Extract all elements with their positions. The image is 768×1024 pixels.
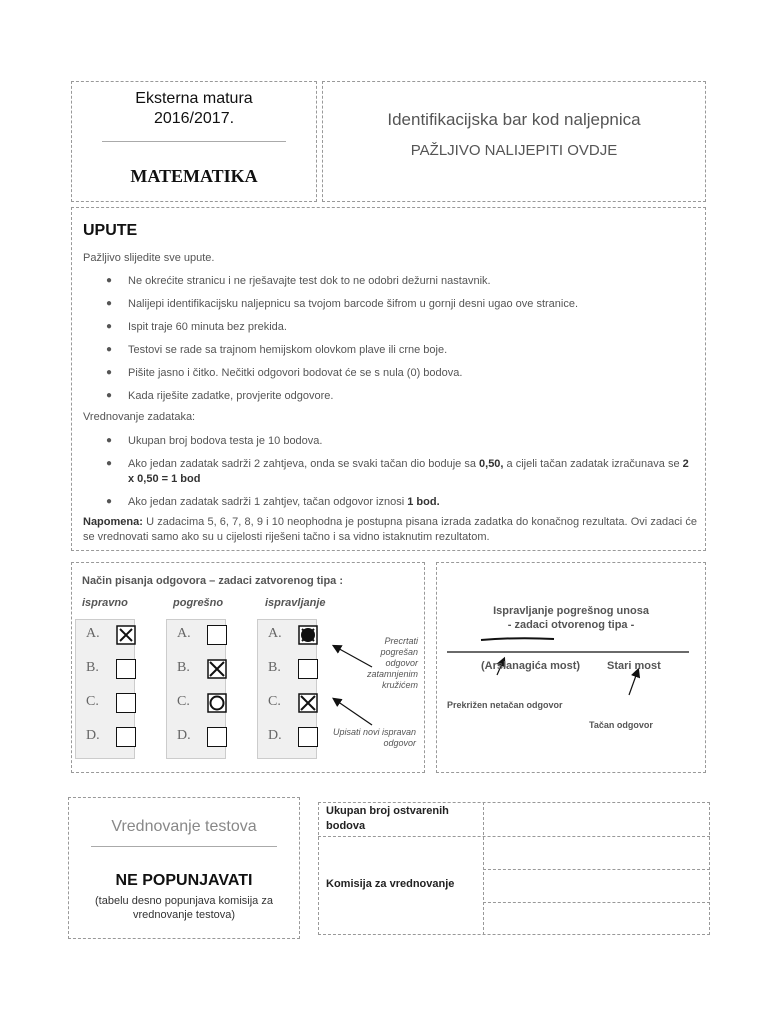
checkbox-empty-icon	[207, 625, 227, 645]
bullet: ●	[106, 298, 113, 309]
barcode-instruction: PAŽLJIVO NALIJEPITI OVDJE	[410, 142, 618, 159]
instructions-note: Napomena: U zadacima 5, 6, 7, 8, 9 i 10 neophodna je postupna pisana izrada zadatka do konačnog rezultata. Ovi zadaci će se vrednovati samo ako su u cijelosti riješeni tačno i sa vidno istaknutim rezultatom.	[83, 516, 697, 543]
bullet: ●	[106, 458, 113, 469]
correction-example-section	[436, 562, 706, 773]
divider	[102, 141, 286, 142]
exam-info-box	[71, 81, 317, 202]
total-points-label: Ukupan broj ostvarenih bodova	[326, 805, 449, 832]
answer-method-title: Način pisanja odgovora – zadaci zatvorenog tipa :	[82, 575, 344, 587]
barcode-title: Identifikacijska bar kod naljepnica	[387, 110, 641, 129]
example-fix-panel: A. B. C. D.	[257, 619, 317, 759]
label-correct: Tačan odgovor	[589, 720, 653, 730]
subject-title: MATEMATIKA	[130, 166, 258, 186]
instruction-item: Kada riješite zadatke, provjerite odgovore.	[128, 390, 334, 402]
exam-name: Eksterna matura	[135, 90, 253, 107]
instructions-intro: Pažljivo slijedite sve upute.	[83, 252, 215, 264]
exam-year: 2016/2017.	[153, 110, 235, 127]
instruction-item: Ispit traje 60 minuta bez prekida.	[128, 321, 287, 333]
column-wrong: pogrešno	[173, 597, 224, 609]
scoring-item: Ukupan broj bodova testa je 10 bodova.	[128, 435, 323, 447]
checkbox-crossed-icon	[298, 693, 318, 713]
correction-title: Ispravljanje pogrešnog unosa	[493, 605, 649, 617]
divider	[91, 846, 277, 847]
checkbox-crossed-icon	[116, 625, 136, 645]
commission-label: Komisija za vrednovanje	[326, 878, 455, 890]
scoring-title: Vrednovanje zadataka:	[83, 411, 196, 423]
bullet: ●	[106, 390, 113, 401]
scoring-item: Ako jedan zadatak sadrži 1 zahtjev, tačan odgovor iznosi 1 bod.	[128, 496, 440, 508]
evaluation-note: (tabelu desno popunjava komisija za vrednovanje testova)	[95, 895, 273, 921]
checkbox-circled-icon	[207, 693, 227, 713]
checkbox-empty-icon	[298, 659, 318, 679]
note-write-new: Upisati novi ispravan odgovor	[332, 727, 416, 748]
barcode-sticker-area	[322, 81, 706, 202]
example-correct-panel: A. B. C. D.	[75, 619, 135, 759]
checkbox-crossed-icon	[207, 659, 227, 679]
bullet: ●	[106, 435, 113, 446]
evaluation-title: Vrednovanje testova	[111, 818, 257, 835]
bullet: ●	[106, 496, 113, 507]
wrong-answer-text: (Arslanagića most)	[481, 660, 581, 672]
checkbox-empty-icon	[116, 659, 136, 679]
bullet: ●	[106, 344, 113, 355]
instructions-section	[71, 207, 706, 551]
answer-method-section	[71, 562, 425, 773]
instruction-item: Testovi se rade sa trajnom hemijskom olovkom plave ili crne boje.	[128, 344, 448, 356]
column-correct: ispravno	[82, 597, 128, 609]
do-not-fill-label: NE POPUNJAVATI	[115, 872, 253, 889]
instruction-item: Pišite jasno i čitko. Nečitki odgovori bodovat će se s nula (0) bodova.	[128, 367, 463, 379]
instruction-item: Nalijepi identifikacijsku naljepnicu sa tvojom barcode šifrom u gornji desni ugao ove stranice.	[128, 298, 579, 310]
evaluation-table	[318, 802, 710, 935]
instruction-item: Ne okrećite stranicu i ne rješavajte test dok to ne odobri dežurni nastavnik.	[128, 275, 491, 287]
checkbox-empty-icon	[298, 727, 318, 747]
bullet: ●	[106, 367, 113, 378]
instructions-title: UPUTE	[83, 222, 138, 239]
checkbox-empty-icon	[207, 727, 227, 747]
checkbox-empty-icon	[116, 693, 136, 713]
correct-answer-text: Stari most	[607, 660, 661, 672]
evaluation-box	[68, 797, 300, 939]
note-cross-wrong: Precrtati pogrešan odgovor zatamnjenim kružićem	[366, 636, 418, 690]
example-wrong-panel: A. B. C. D.	[166, 619, 226, 759]
correction-subtitle: - zadaci otvorenog tipa -	[507, 619, 635, 631]
column-fix: ispravljanje	[265, 597, 326, 609]
checkbox-filled-circle-icon	[298, 625, 318, 645]
checkbox-empty-icon	[116, 727, 136, 747]
scoring-item: Ako jedan zadatak sadrži 2 zahtjeva, onda se svaki tačan dio boduje sa 0,50, a cijeli tačan zadatak izračunava se 2 x 0,50 = 1 bod	[128, 458, 689, 485]
bullet: ●	[106, 321, 113, 332]
bullet: ●	[106, 275, 113, 286]
label-crossed-wrong: Prekrižen netačan odgovor	[447, 700, 563, 710]
